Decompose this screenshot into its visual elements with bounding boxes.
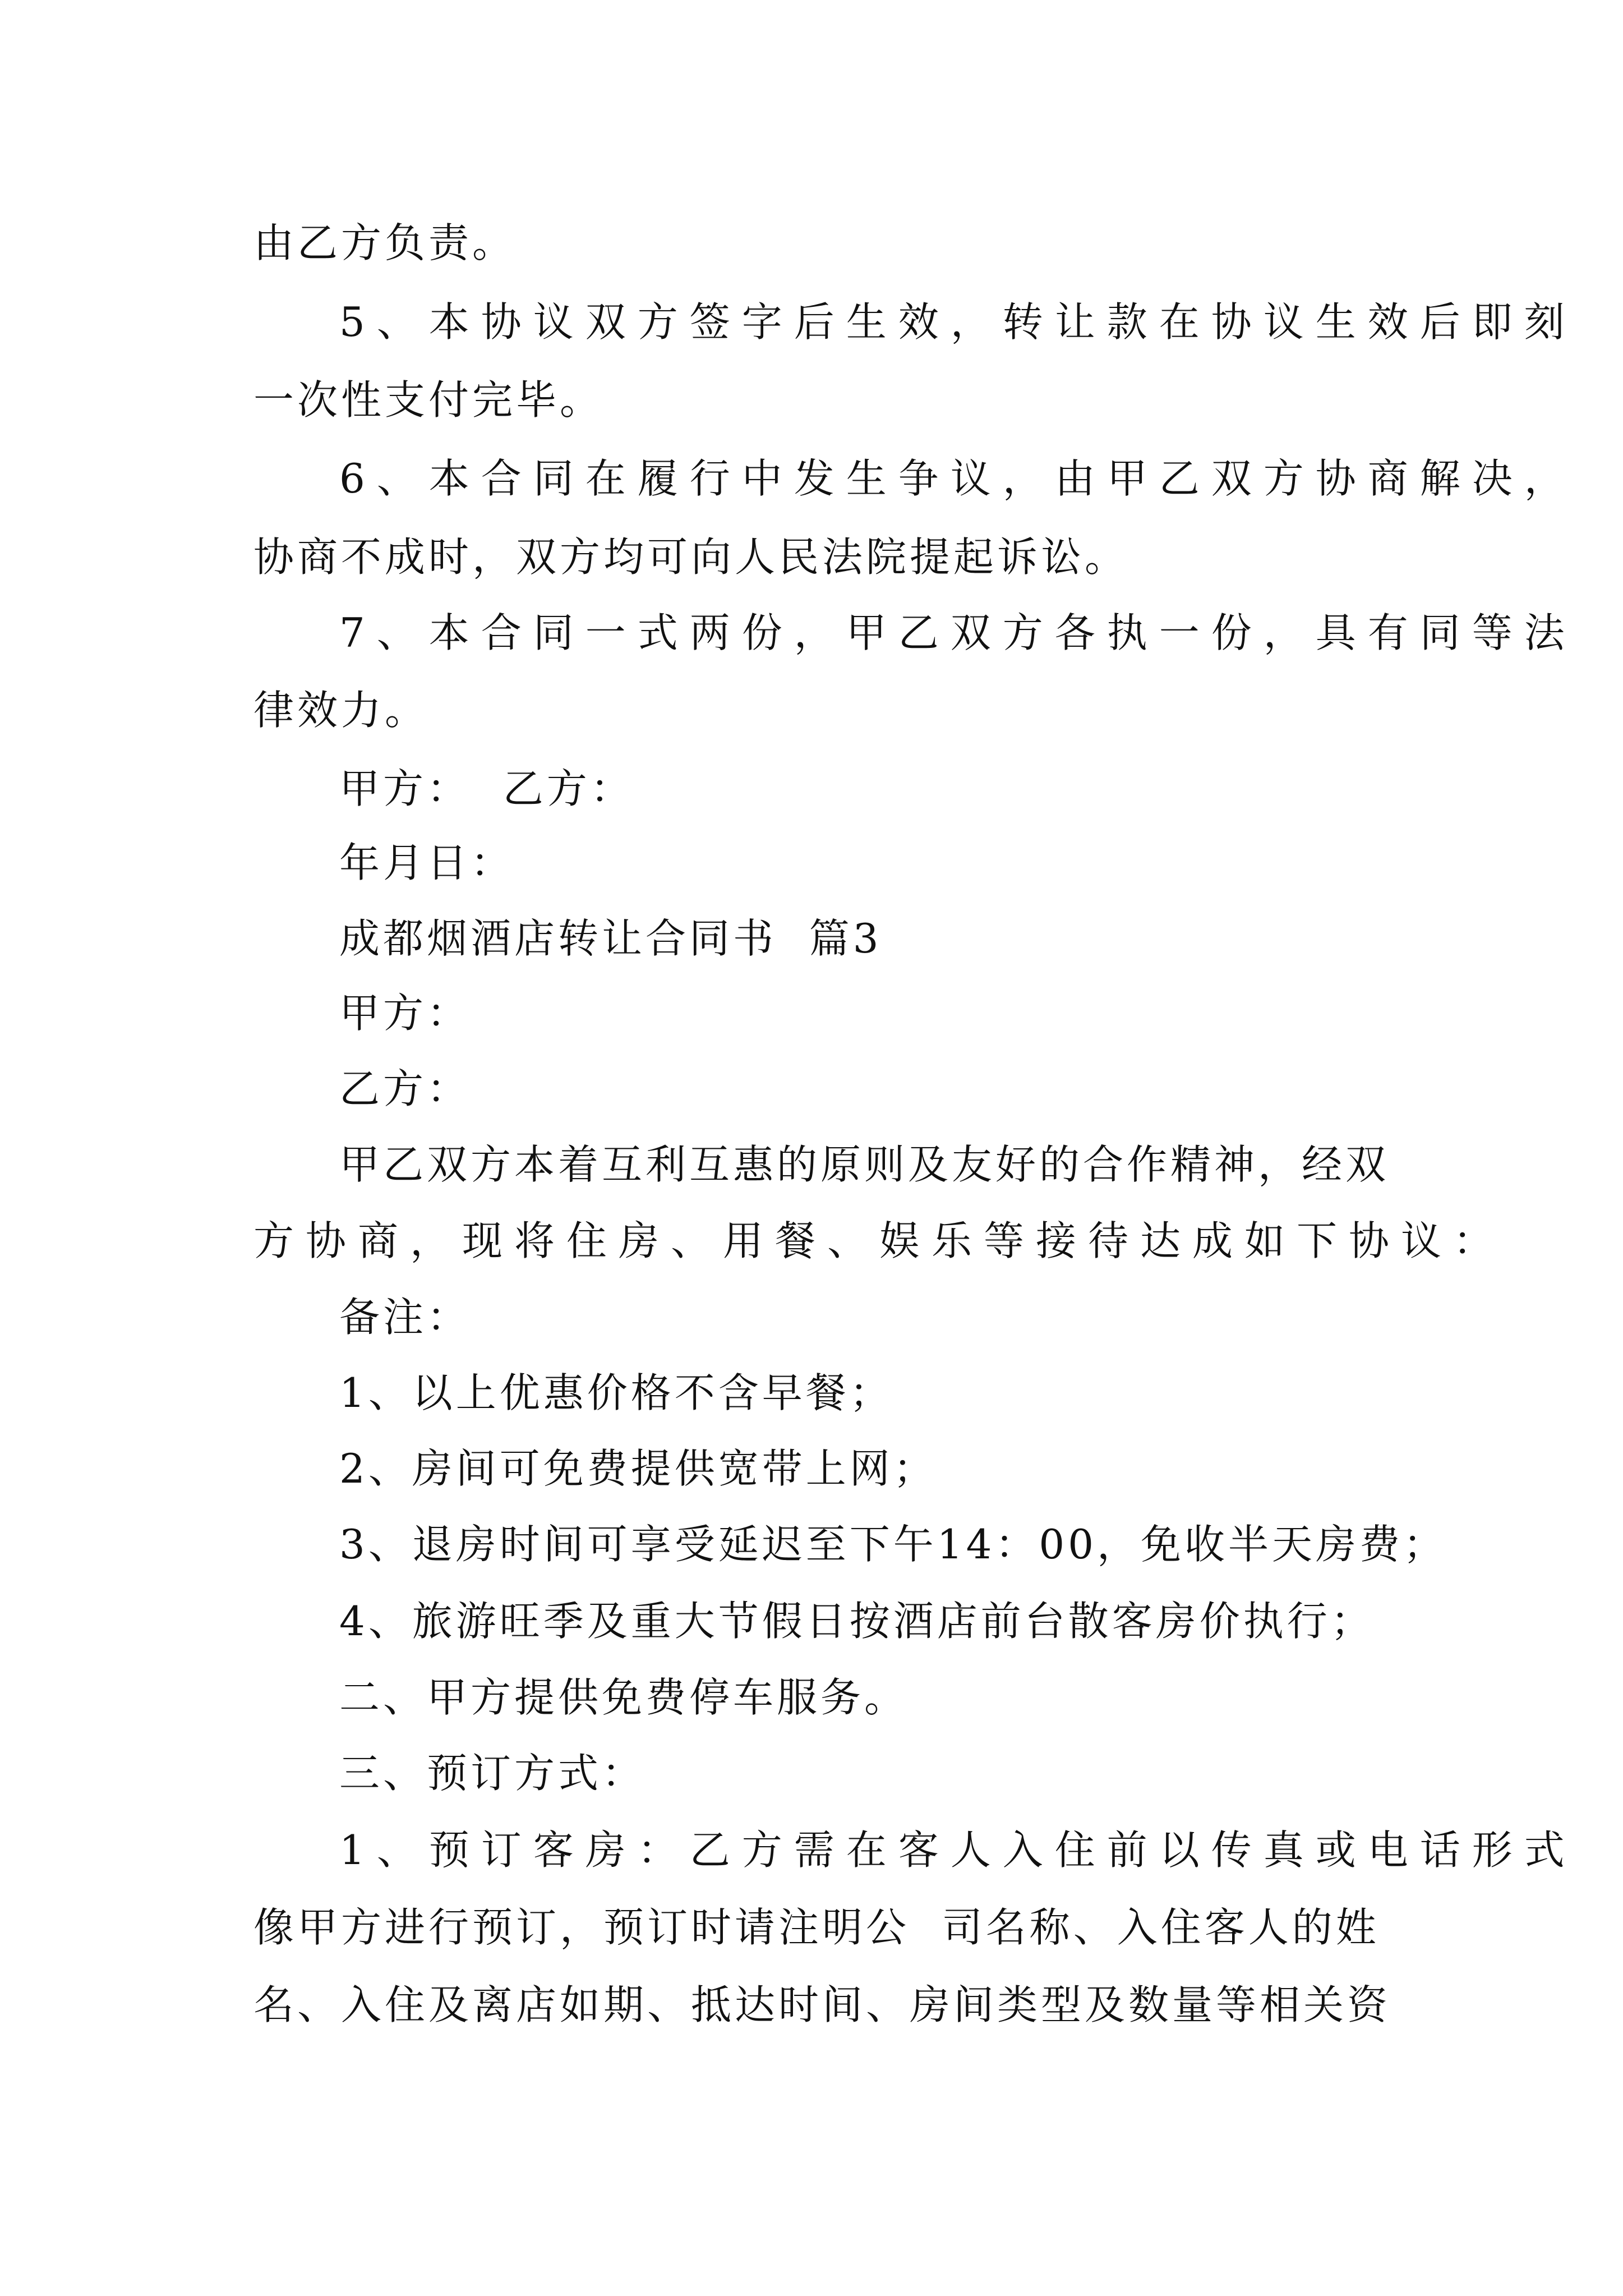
text-line: 6、本合同在履行中发生争议，由甲乙双方协商解决， bbox=[339, 455, 1576, 502]
text-line: 名、入住及离店如期、抵达时间、房间类型及数量等相关资 bbox=[253, 1981, 1391, 2028]
text-line: 三、预订方式： bbox=[339, 1750, 646, 1797]
text-line: 备注： bbox=[339, 1294, 471, 1341]
text-line: 甲方： 乙方： bbox=[339, 765, 634, 812]
text-line: 甲乙双方本着互利互惠的原则及友好的合作精神，经双 bbox=[339, 1141, 1390, 1188]
text-line: 7、本合同一式两份，甲乙双方各执一份，具有同等法 bbox=[339, 609, 1576, 656]
text-line: 3、退房时间可享受延迟至下午14：00，免收半天房费； bbox=[339, 1521, 1447, 1568]
text-line: 5、本协议双方签字后生效，转让款在协议生效后即刻 bbox=[339, 298, 1576, 346]
text-line: 4、旅游旺季及重大节假日按酒店前台散客房价执行； bbox=[339, 1598, 1375, 1645]
text-line: 2、房间可免费提供宽带上网； bbox=[339, 1445, 937, 1492]
text-line: 一次性支付完毕。 bbox=[253, 376, 604, 424]
text-line: 甲方： bbox=[339, 990, 471, 1037]
text-line: 协商不成时，双方均可向人民法院提起诉讼。 bbox=[253, 533, 1129, 581]
text-line: 像甲方进行预订，预订时请注明公 司名称、入住客人的姓 bbox=[253, 1904, 1380, 1951]
text-line: 由乙方负责。 bbox=[253, 219, 517, 266]
text-line: 1、预订客房：乙方需在客人入住前以传真或电话形式 bbox=[339, 1826, 1576, 1874]
text-line: 方协商，现将住房、用餐、娱乐等接待达成如下协议： bbox=[253, 1217, 1506, 1264]
text-line: 律效力。 bbox=[253, 687, 429, 734]
section-heading: 成都烟酒店转让合同书 篇3 bbox=[339, 915, 882, 962]
text-line: 1、以上优惠价格不含早餐； bbox=[339, 1369, 893, 1416]
text-line: 年月日： bbox=[339, 839, 515, 886]
text-line: 乙方： bbox=[339, 1065, 471, 1112]
text-line: 二、甲方提供免费停车服务。 bbox=[339, 1674, 909, 1721]
